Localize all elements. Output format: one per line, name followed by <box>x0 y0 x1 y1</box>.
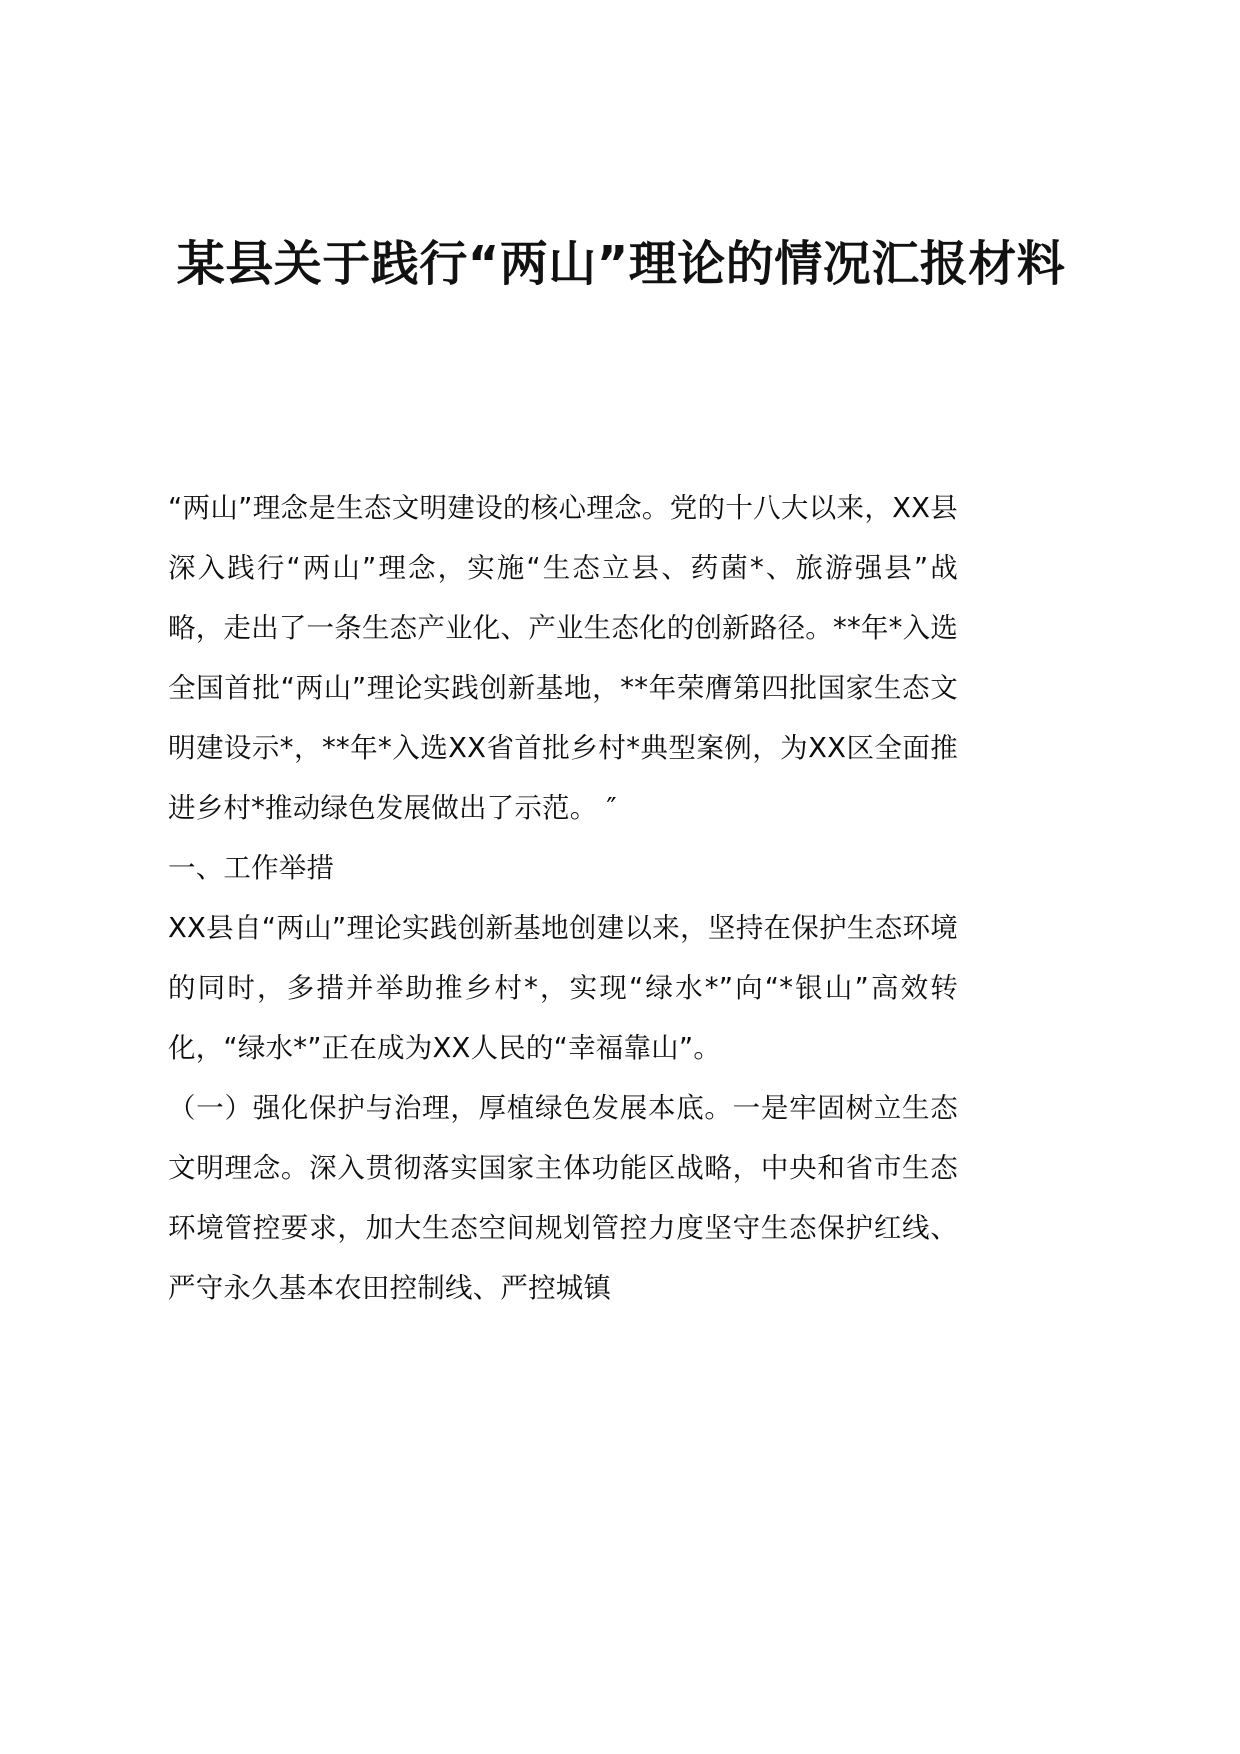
document-body <box>168 478 958 1318</box>
section-heading-work-measures: 一、工作举措 <box>168 852 335 884</box>
paragraph-intro: “两山”理念是生态文明建设的核心理念。党的十八大以来，XX县深入践行“两山”理念，实施“生态立县、药菌*、旅游强县”战略，走出了一条生态产业化、产业生态化的创新路径。**年*入选全国首批“两山”理论实践创新基地，**年荣膺第四批国家生态文明建设示*，**年*入选XX省首批乡村*典型案例，为XX区全面推进乡村*推动绿色发展做出了示范。 ″ <box>168 492 958 824</box>
page-title: 某县关于践行“两山”理论的情况汇报材料 <box>176 236 1066 293</box>
paragraph-section-1-body: XX县自“两山”理论实践创新基地创建以来，坚持在保护生态环境的同时，多措并举助推乡村*，实现“绿水*”向“*银山”高效转化，“绿水*”正在成为XX人民的“幸福靠山”。 <box>168 912 958 1064</box>
paragraph-subsection-1: （一）强化保护与治理，厚植绿色发展本底。一是牢固树立生态文明理念。深入贯彻落实国家主体功能区战略，中央和省市生态环境管控要求，加大生态空间规划管控力度坚守生态保护红线、严守永久基本农田控制线、严控城镇 <box>168 1092 958 1304</box>
